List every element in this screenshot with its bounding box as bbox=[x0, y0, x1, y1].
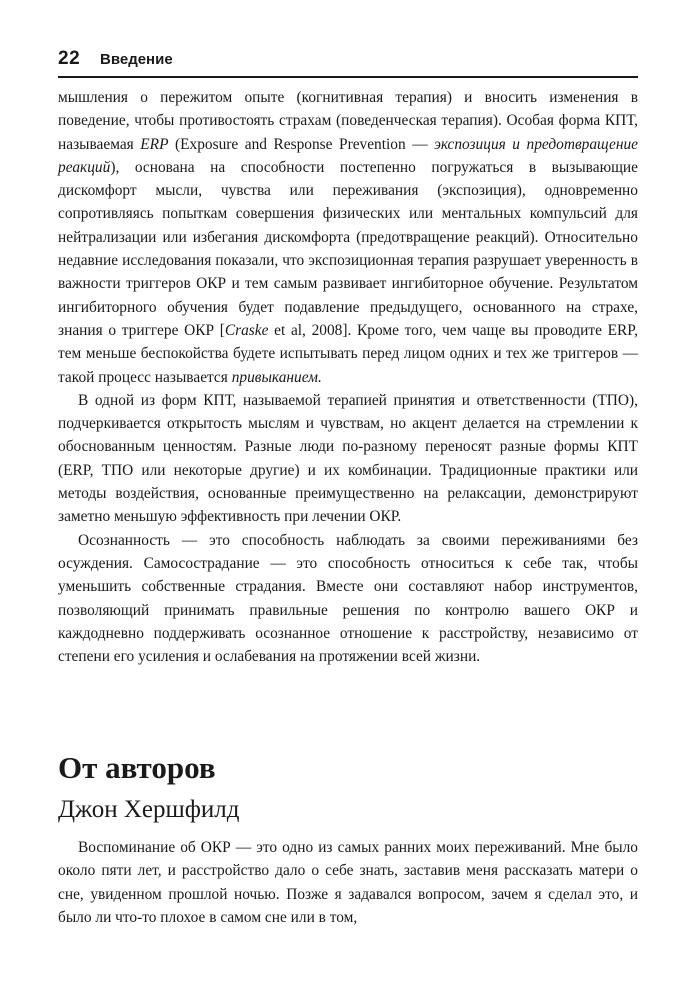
paragraph: Воспоминание об ОКР — это одно из самых ранних моих переживаний. Мне было около пяти лет, и расстройство дало о себе знать, заставив меня рассказать матери о сне, увиденном прошлой ночью. Позже я задавался вопросом, зачем я сделал это, и было ли что-то плохое в самом сне или в том, bbox=[58, 839, 638, 926]
paragraph bbox=[58, 86, 638, 389]
text-run: мышления о пережитом опыте (когнитивная терапия) и вносить изменения в поведение, чтобы противостоять страхам (поведенческая терапия). Особая форма КПТ, называемая bbox=[58, 89, 638, 153]
text-run: ), основана на способности постепенно погружаться в вызывающие дискомфорт мысли, чувства или переживания (экспозиция), одновременно сопротивляясь попыткам совершения физических или ментальных компульсий для нейтрализации или избегания дискомфорта (предотвращение реакций). Относительно недавние исследования показали, что экспозиционная терапия разрушает уверенность в важности триггеров ОКР и тем самым развивает ингибиторное обучение. Результатом ингибиторного обучения будет подавление предыдущего, основанного на страхе, знания о триггере ОКР [ bbox=[58, 158, 638, 339]
section-heading: От авторов bbox=[58, 750, 216, 785]
page-number: 22 bbox=[58, 48, 81, 69]
text-run: et al, 2008]. Кроме того, чем чаще вы проводите ERP, тем меньше беспокойства будете испытывать перед лицом одних и тех же триггеров — такой процесс называется bbox=[58, 321, 638, 386]
erp-term: ERP bbox=[140, 135, 169, 153]
text-run: (Exposure and Response Prevention — bbox=[168, 135, 435, 153]
running-head bbox=[58, 48, 638, 78]
author-subheading: Джон Хершфилд bbox=[58, 796, 240, 823]
citation-author: Craske bbox=[224, 321, 269, 339]
paragraph: Осознанность — это способность наблюдать за своими переживаниями без осуждения. Самосострадание — это способность относиться к себе так, чтобы уменьшить собственные страдания. Вместе они составляют набор инструментов, позволяющий принимать правильные решения по контролю вашего ОКР и каждодневно поддерживать осознанное отношение к расстройству, независимо от степени его усиления и ослабевания на протяжении всей жизни. bbox=[58, 531, 638, 666]
intro-text-block bbox=[58, 86, 638, 668]
running-title: Введение bbox=[100, 51, 173, 68]
section-text-block bbox=[58, 836, 638, 929]
erp-translation: экспозиция и предотвращение реакций bbox=[58, 135, 639, 176]
habituation-term: привыканием. bbox=[231, 368, 322, 386]
paragraph: В одной из форм КПТ, называемой терапией принятия и ответственности (ТПО), подчеркивается открытость мыслям и чувствам, но акцент делается на стремлении к обоснованным ценностям. Разные люди по-разному переносят разные формы КПТ (ERP, ТПО или некоторые другие) и их комбинации. Традиционные практики или методы воздействия, основанные преимущественно на релаксации, демонстрируют заметно меньшую эффективность при лечении ОКР. bbox=[58, 391, 638, 526]
